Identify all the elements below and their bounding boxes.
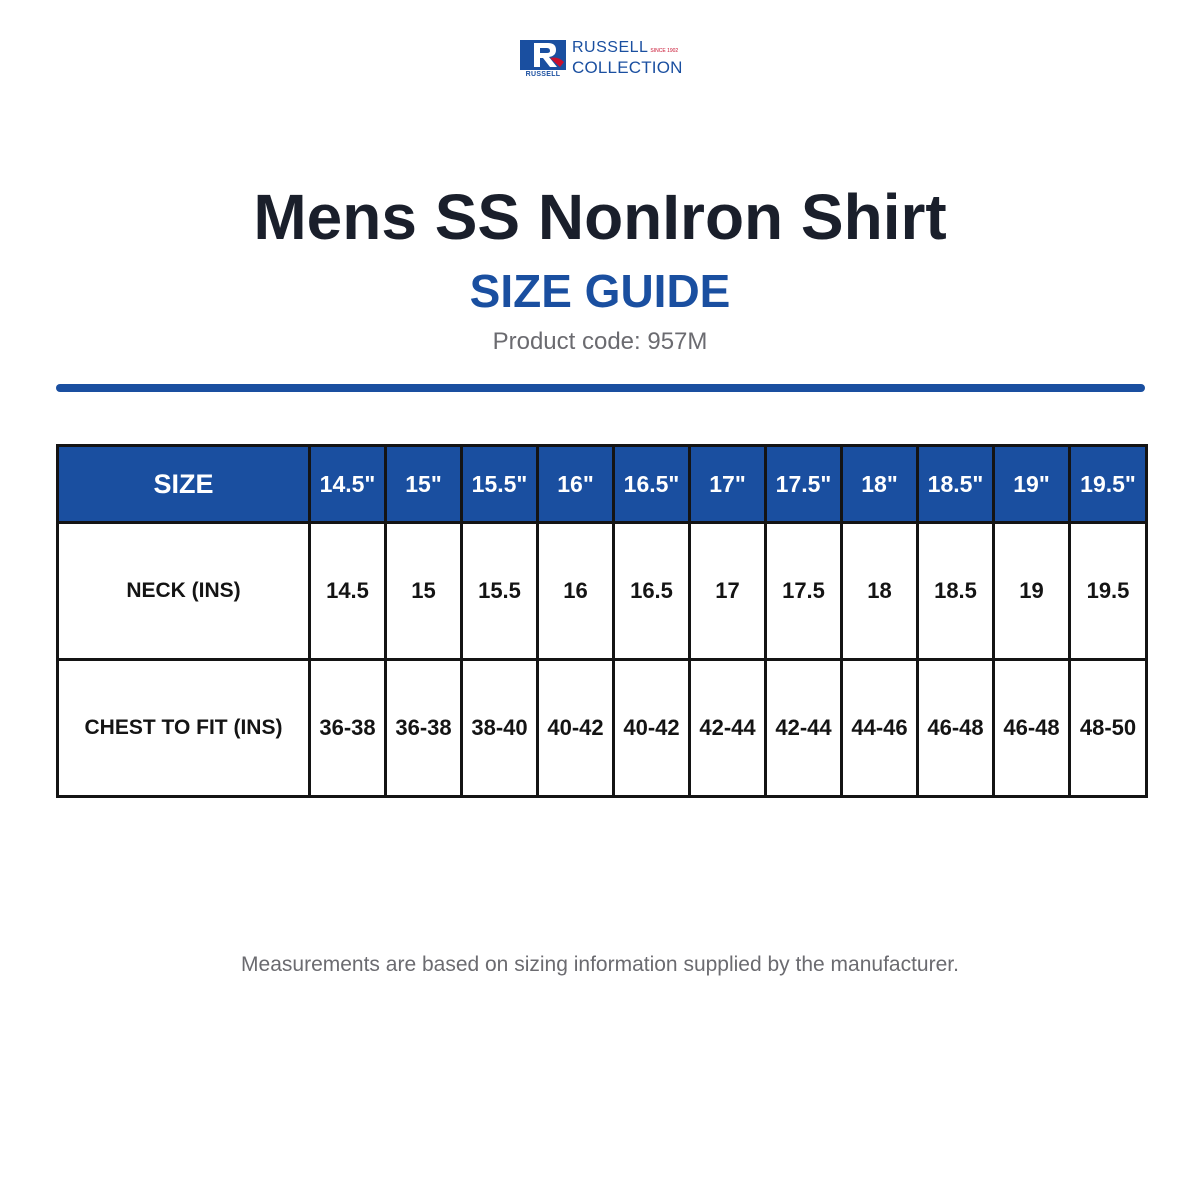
divider: [56, 384, 1145, 392]
table-cell: 17.5: [766, 523, 842, 660]
product-code: Product code: 957M: [492, 328, 708, 355]
size-header-cell: 14.5": [310, 446, 386, 523]
brand-logo: [520, 40, 683, 78]
russell-logo-mark: [520, 40, 566, 78]
table-cell: 48-50: [1070, 660, 1147, 797]
row-label-neck: NECK (INS): [58, 523, 310, 660]
table-cell: 40-42: [538, 660, 614, 797]
footnote: Measurements are based on sizing information supplied by the manufacturer.: [241, 953, 959, 976]
table-cell: 17: [690, 523, 766, 660]
table-cell: 42-44: [690, 660, 766, 797]
table-row-neck: [58, 523, 1147, 660]
table-cell: 40-42: [614, 660, 690, 797]
table-cell: 36-38: [386, 660, 462, 797]
table-cell: 46-48: [994, 660, 1070, 797]
table-cell: 38-40: [462, 660, 538, 797]
row-label-chest: CHEST TO FIT (INS): [58, 660, 310, 797]
table-cell: 14.5: [310, 523, 386, 660]
logo-text: [572, 40, 683, 76]
logo-since: SINCE 1902: [650, 48, 679, 54]
table-cell: 19: [994, 523, 1070, 660]
russell-r-icon: [520, 40, 566, 70]
size-header-cell: 19.5": [1070, 446, 1147, 523]
table-cell: 15.5: [462, 523, 538, 660]
table-cell: 19.5: [1070, 523, 1147, 660]
size-header-cell: 19": [994, 446, 1070, 523]
table-cell: 16.5: [614, 523, 690, 660]
size-table: [56, 444, 1148, 798]
table-cell: 44-46: [842, 660, 918, 797]
size-header-cell: 16.5": [614, 446, 690, 523]
size-header-cell: 18": [842, 446, 918, 523]
size-header-row: [58, 446, 1147, 523]
logo-brand: RUSSELL: [572, 39, 649, 56]
logo-collection: COLLECTION: [572, 58, 683, 77]
size-header-cell: 17.5": [766, 446, 842, 523]
size-header-cell: 18.5": [918, 446, 994, 523]
table-cell: 42-44: [766, 660, 842, 797]
size-header-label: SIZE: [58, 446, 310, 523]
size-header-cell: 16": [538, 446, 614, 523]
table-cell: 15: [386, 523, 462, 660]
table-cell: 46-48: [918, 660, 994, 797]
size-header-cell: 15.5": [462, 446, 538, 523]
table-cell: 16: [538, 523, 614, 660]
size-header-cell: 15": [386, 446, 462, 523]
table-cell: 36-38: [310, 660, 386, 797]
table-cell: 18.5: [918, 523, 994, 660]
size-header-cell: 17": [690, 446, 766, 523]
logo-wordmark: RUSSELL: [525, 71, 561, 78]
page-subtitle: SIZE GUIDE: [469, 265, 731, 317]
table-row-chest: [58, 660, 1147, 797]
table-cell: 18: [842, 523, 918, 660]
page-title: Mens SS NonIron Shirt: [253, 181, 947, 253]
